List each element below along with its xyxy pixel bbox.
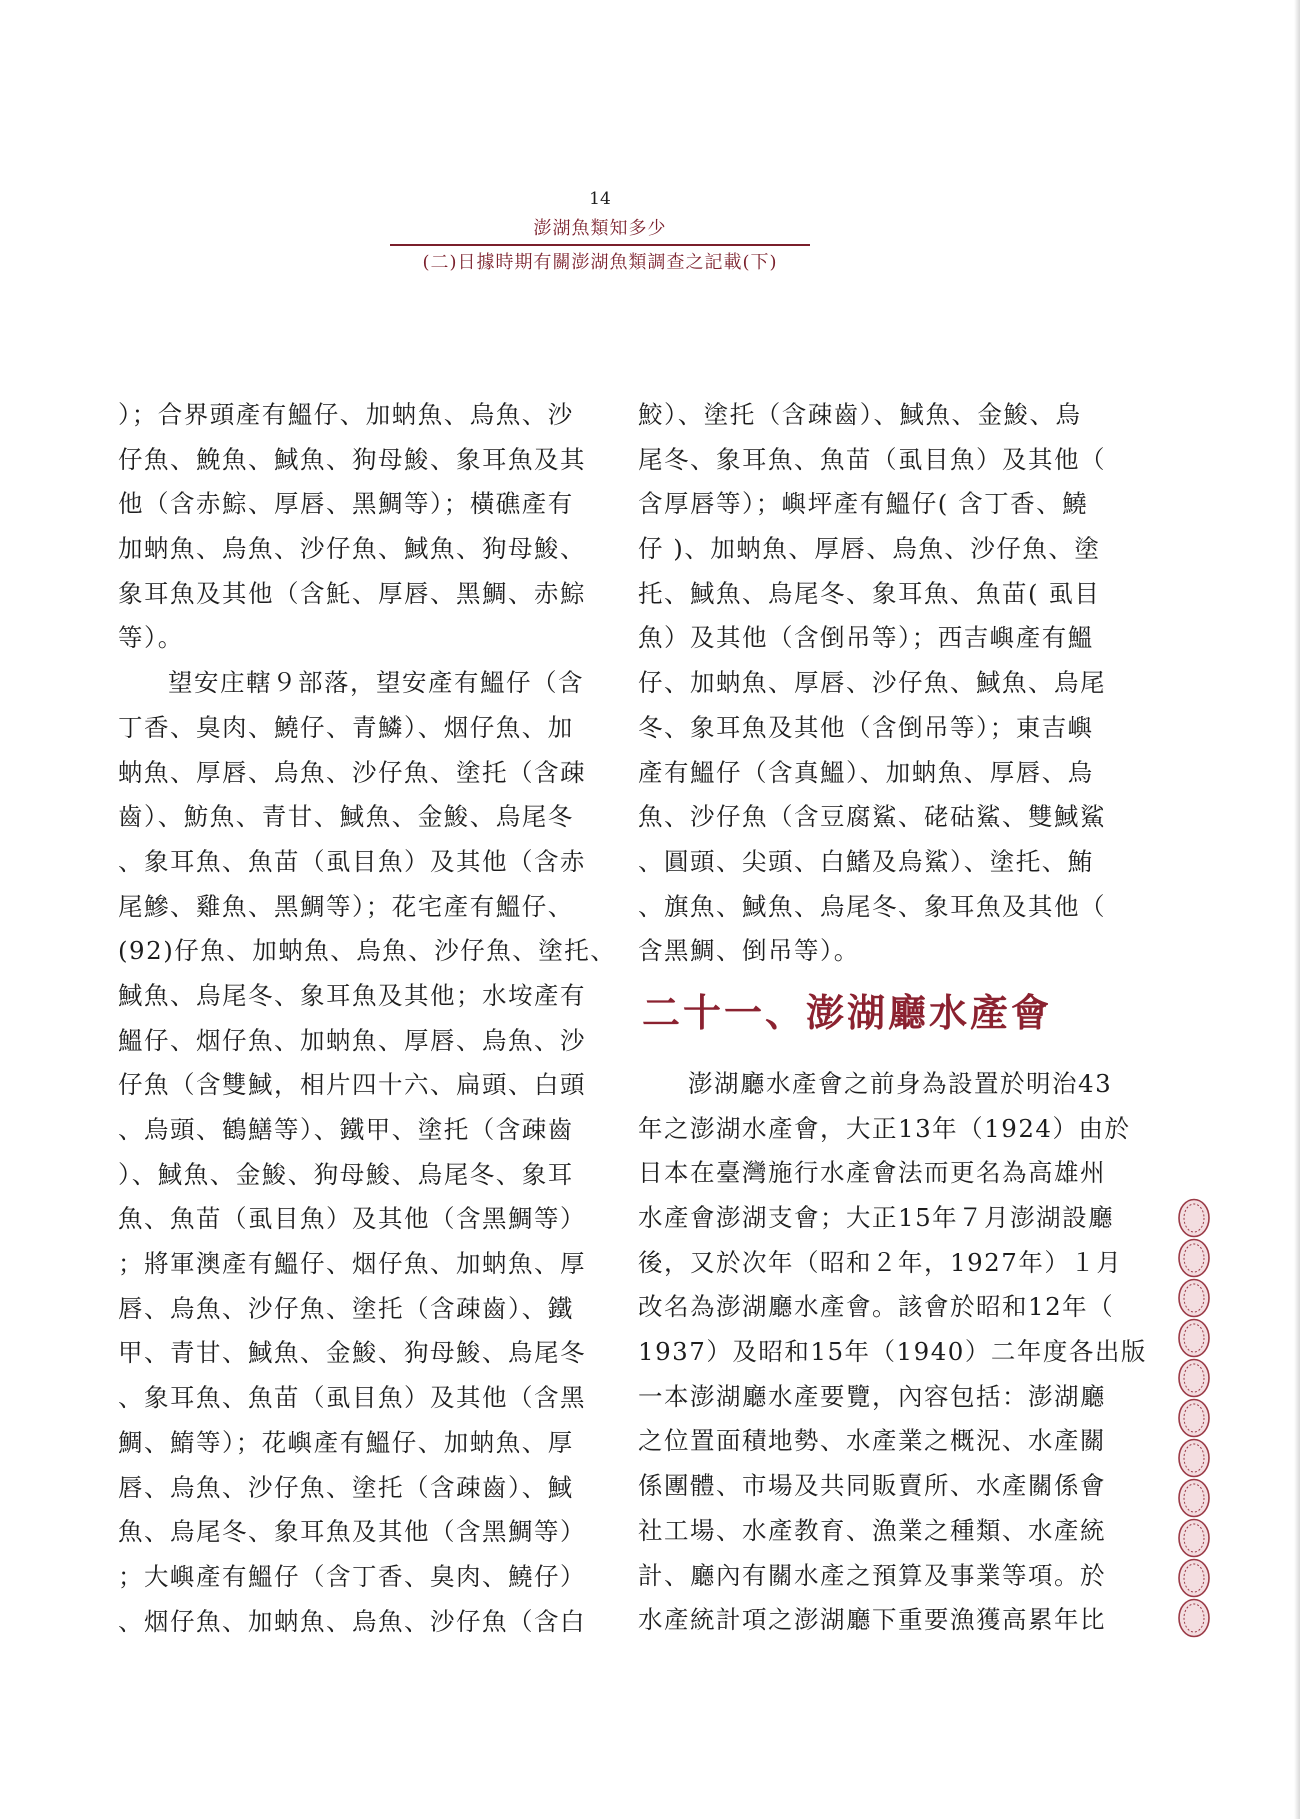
text-line: 等）。 [118,623,184,653]
text-line: 鯛、鰖等）；花嶼產有鰮仔、加蚋魚、厚 [118,1427,574,1457]
seal-oval-icon [1179,1480,1209,1517]
seal-oval-icon [1179,1280,1209,1317]
text-line: 魚、魚苗（虱目魚）及其他（含黑鯛等） [118,1204,586,1234]
text-line: 鮫）、塗托（含疎齒）、䱛魚、金鮻、烏 [638,400,1082,429]
text-line: 、烏頭、鶴鱔等）、鐵甲、塗托（含疎齒 [118,1115,574,1144]
text-line: 含厚唇等）；嶼坪產有鰮仔( 含丁香、鱙 [638,489,1089,519]
seal-oval-icon [1179,1440,1209,1477]
text-line: 尾鰺、雞魚、黑鯛等）；花宅產有鰮仔、 [118,891,574,921]
text-line: ；將軍澳產有鰮仔、烟仔魚、加蚋魚、厚 [118,1249,586,1279]
text-line: 係團體、市場及共同販賣所、水產關係會 [638,1471,1106,1501]
text-line: 年之澎湖水產會，大正13年（1924）由於 [638,1113,1131,1143]
text-line: 、象耳魚、魚苗（虱目魚）及其他（含赤 [118,846,586,876]
text-line: ）；合界頭產有鰮仔、加蚋魚、烏魚、沙 [118,400,574,429]
text-line: 他（含赤鯮、厚唇、黑鯛等）；橫礁產有 [118,489,574,519]
text-line: 、圓頭、尖頭、白鰭及烏鯊）、塗托、鮪 [638,846,1094,876]
text-line: 齒）、魴魚、青甘、䱛魚、金鮻、烏尾冬 [118,802,574,832]
page-number: 14 [589,189,611,209]
seal-oval-icon [1179,1560,1209,1597]
page-edge [1294,0,1300,1819]
article-title: (二)日據時期有關澎湖魚類調查之記載(下) [422,252,778,273]
text-line: 、象耳魚、魚苗（虱目魚）及其他（含黑 [118,1383,586,1413]
seal-chain-graphic [1176,1198,1212,1638]
seal-oval-icon [1179,1320,1209,1357]
left-column [118,393,617,1644]
text-line: (92)仔魚、加蚋魚、烏魚、沙仔魚、塗托、 [118,936,617,966]
text-line: 後，又於次年（昭和２年，1927年）１月 [638,1247,1123,1277]
text-line: 蚋魚、厚唇、烏魚、沙仔魚、塗托（含疎 [118,757,586,787]
series-title: 澎湖魚類知多少 [533,218,667,239]
text-line: 仔 )、加蚋魚、厚唇、烏魚、沙仔魚、塗 [638,534,1101,564]
section-heading: 二十一、澎湖廳水產會 [642,989,1053,1035]
text-line: 魚、沙仔魚（含豆腐鯊、硓𥑮鯊、雙䱛鯊 [638,802,1106,832]
text-line: 計、廳內有關水產之預算及事業等項。於 [638,1560,1106,1590]
text-line: 1937）及昭和15年（1940）二年度各出版 [638,1337,1147,1367]
paragraph-start-line: 澎湖廳水產會之前身為設置於明治43 [688,1068,1113,1098]
text-line: ；大嶼產有鰮仔（含丁香、臭肉、鱙仔） [118,1561,586,1591]
text-line: 魚、烏尾冬、象耳魚及其他（含黑鯛等） [118,1517,586,1547]
text-line: 加蚋魚、烏魚、沙仔魚、䱛魚、狗母鮻、 [118,534,586,564]
running-header [390,188,810,276]
text-line: ）、䱛魚、金鮻、狗母鮻、烏尾冬、象耳 [118,1159,574,1189]
text-line: 鰮仔、烟仔魚、加蚋魚、厚唇、烏魚、沙 [118,1025,586,1055]
text-line: 冬、象耳魚及其他（含倒吊等）；東吉嶼 [638,712,1094,742]
text-line: 水產會澎湖支會；大正15年７月澎湖設廳 [638,1203,1115,1232]
seal-oval-icon [1179,1200,1209,1237]
text-line: 仔、加蚋魚、厚唇、沙仔魚、䱛魚、烏尾 [638,668,1106,698]
text-line: 魚）及其他（含倒吊等）；西吉嶼產有鰮 [638,623,1094,653]
header-divider [390,244,810,246]
seal-oval-icon [1179,1600,1209,1637]
text-line: 、烟仔魚、加蚋魚、烏魚、沙仔魚（含白 [118,1606,586,1636]
text-line: 唇、烏魚、沙仔魚、塗托（含疎齒）、䱛 [118,1472,574,1502]
seal-oval-icon [1179,1360,1209,1397]
text-line: 唇、烏魚、沙仔魚、塗托（含疎齒）、鐵 [118,1293,574,1323]
text-line: 水產統計項之澎湖廳下重要漁獲高累年比 [638,1605,1106,1635]
text-line: 之位置面積地勢、水產業之概況、水產關 [638,1426,1106,1456]
decorative-seal-chain-icon [1176,1198,1212,1638]
text-line: 產有鰮仔（含真鰮）、加蚋魚、厚唇、烏 [638,757,1094,787]
text-line: 甲、青甘、䱛魚、金鮻、狗母鮻、烏尾冬 [118,1338,586,1368]
text-line: 一本澎湖廳水產要覽，內容包括：澎湖廳 [638,1381,1106,1411]
text-line: 改名為澎湖廳水產會。該會於昭和12年（ [638,1292,1115,1322]
seal-oval-icon [1179,1240,1209,1277]
text-line: 日本在臺灣施行水產會法而更名為高雄州 [638,1158,1106,1188]
text-line: 仔魚（含雙䱛，相片四十六、扁頭、白頭 [118,1070,586,1100]
text-line: 丁香、臭肉、鱙仔、青鱗）、烟仔魚、加 [118,712,574,742]
text-line: 托、䱛魚、烏尾冬、象耳魚、魚苗( 虱目 [638,578,1101,608]
seal-oval-icon [1179,1520,1209,1557]
seal-oval-icon [1179,1400,1209,1437]
text-line: 尾冬、象耳魚、魚苗（虱目魚）及其他（ [638,444,1106,474]
text-line: 䱛魚、烏尾冬、象耳魚及其他；水垵產有 [118,980,586,1010]
text-line: 含黑鯛、倒吊等）。 [638,936,860,966]
text-line: 象耳魚及其他（含魠、厚唇、黑鯛、赤鯮 [118,578,586,608]
text-line: 、旗魚、䱛魚、烏尾冬、象耳魚及其他（ [638,891,1106,921]
right-column [638,393,1147,1643]
text-line: 仔魚、鮸魚、䱛魚、狗母鮻、象耳魚及其 [118,444,586,474]
paragraph-start-line: 望安庄轄９部落，望安產有鰮仔（含 [168,668,584,698]
text-line: 社工場、水產教育、漁業之種類、水產統 [638,1515,1106,1545]
